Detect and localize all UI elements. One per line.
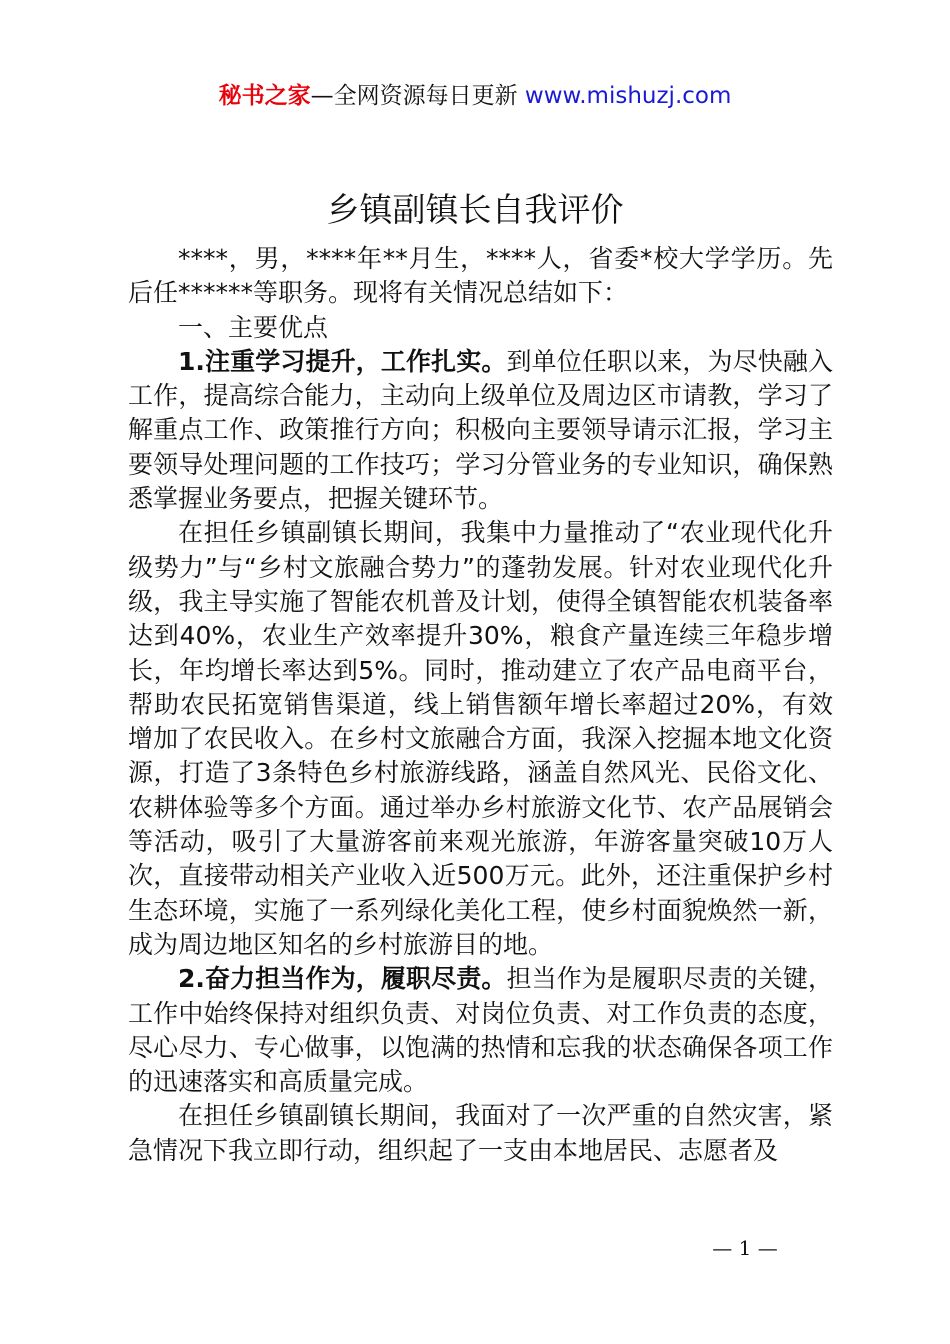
point-1-heading: 1.注重学习提升，工作扎实。 bbox=[178, 346, 507, 376]
point-2-heading: 2.奋力担当作为，履职尽责。 bbox=[178, 964, 507, 994]
point-1-text: 到单位任职以来，为尽快融入工作，提高综合能力，主动向上级单位及周边区市请教，学习了解重点工作、政策推行方向；积极向主要领导请示汇报，学习主要领导处理问题的工作技巧；学习分管业务的专业知识，确保熟悉掌握业务要点，把握关键环节。 bbox=[128, 346, 833, 514]
site-url-link[interactable]: www.mishuzj.com bbox=[524, 83, 732, 109]
document-title: 乡镇副镇长自我评价 bbox=[326, 190, 624, 229]
point-1-paragraph bbox=[128, 345, 833, 516]
point-2-paragraph bbox=[128, 962, 833, 1099]
site-header bbox=[0, 80, 950, 112]
section-heading: 一、主要优点 bbox=[178, 312, 329, 342]
paragraph-2: 在担任乡镇副镇长期间，我集中力量推动了“农业现代化升级势力”与“乡村文旅融合势力”的蓬勃发展。针对农业现代化升级，我主导实施了智能农机普及计划，使得全镇智能农机装备率达到40%，农业生产效率提升30%，粮食产量连续三年稳步增长，年均增长率达到5%。同时，推动建立了农产品电商平台，帮助农民拓宽销售渠道，线上销售额年增长率超过20%，有效增加了农民收入。在乡村文旅融合方面，我深入挖掘本地文化资源，打造了3条特色乡村旅游线路，涵盖自然风光、民俗文化、农耕体验等多个方面。通过举办乡村旅游文化节、农产品展销会等活动，吸引了大量游客前来观光旅游，年游客量突破10万人次，直接带动相关产业收入近500万元。此外，还注重保护乡村生态环境，实施了一系列绿化美化工程，使乡村面貌焕然一新，成为周边地区知名的乡村旅游目的地。 bbox=[128, 518, 833, 959]
intro-paragraph: ****，男，****年**月生，****人，省委*校大学学历。先后任******等职务。现将有关情况总结如下： bbox=[128, 244, 833, 308]
paragraph-3: 在担任乡镇副镇长期间，我面对了一次严重的自然灾害，紧急情况下我立即行动，组织起了一支由本地居民、志愿者及 bbox=[128, 1101, 833, 1165]
point-2-text: 担当作为是履职尽责的关键，工作中始终保持对组织负责、对岗位负责、对工作负责的态度，尽心尽力、专心做事，以饱满的热情和忘我的状态确保各项工作的迅速落实和高质量完成。 bbox=[128, 964, 833, 1097]
page-number: — 1 — bbox=[712, 1236, 778, 1260]
document-body bbox=[128, 242, 833, 1168]
site-brand: 秘书之家 bbox=[218, 83, 311, 109]
site-tagline: —全网资源每日更新 bbox=[310, 83, 518, 109]
